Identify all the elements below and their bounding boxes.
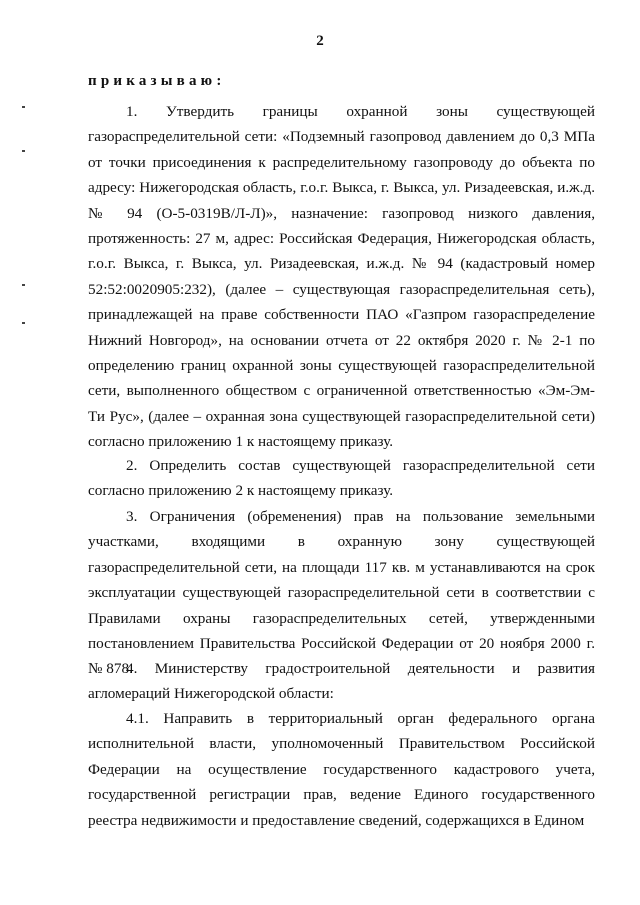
- paragraph-2: 2. Определить состав существующей газораспределительной сети согласно приложению 2 к настоящему приказу.: [88, 457, 595, 500]
- paragraph-3: 3. Ограничения (обременения) прав на пользование земельными участками, входящими в охранную зону существующей газораспределительной сети, на площади 117 кв. м устанавливаются на срок эксплуатации существующей газораспределительной сети в соответствии с Правилами охраны газораспределительных сетей, утвержденными постановлением Правительства Российской Федерации от 20 ноября 2000 г. № 878.: [88, 508, 595, 678]
- page-number: 2: [316, 33, 324, 49]
- scan-mark: [22, 106, 25, 108]
- paragraph-4-1: 4.1. Направить в территориальный орган федерального органа исполнительной власти, уполномоченный Правительством Российской Федерации на осуществление государственного кадастрового учета, государственной регистрации прав, ведение Единого государственного реестра недвижимости и предоставление сведений, содержащихся в Едином: [88, 710, 595, 829]
- paragraph-4: 4. Министерству градостроительной деятельности и развития агломераций Нижегородской области:: [88, 660, 595, 703]
- scan-mark: [22, 284, 25, 286]
- scan-mark: [22, 150, 25, 152]
- order-heading: приказываю:: [88, 73, 226, 89]
- scan-mark: [22, 322, 25, 324]
- paragraph-1: 1. Утвердить границы охранной зоны существующей газораспределительной сети: «Подземный газопровод давлением до 0,3 МПа от точки присоединения к распределительному газопроводу до объекта по адресу: Нижегородская область, г.о.г. Выкса, г. Выкса, ул. Ризадеевская, и.ж.д. № 94 (О-5-0319В/Л-Л)», назначение: газопровод низкого давления, протяженность: 27 м, адрес: Российская Федерация, Нижегородская область, г.о.г. Выкса, г. Выкса, ул. Ризадеевская, и.ж.д. № 94 (кадастровый номер 52:52:0020905:232), (далее – существующая газораспределительная сеть), принадлежащей на праве собственности ПАО «Газпром газораспределение Нижний Новгород», на основании отчета от 22 октября 2020 г. № 2-1 по определению границ охранной зоны существующей газораспределительной сети, выполненного обществом с ограниченной ответственностью «Эм-Эм-Ти Рус», (далее – охранная зона существующей газораспределительной сети) согласно приложению 1 к настоящему приказу.: [88, 103, 595, 451]
